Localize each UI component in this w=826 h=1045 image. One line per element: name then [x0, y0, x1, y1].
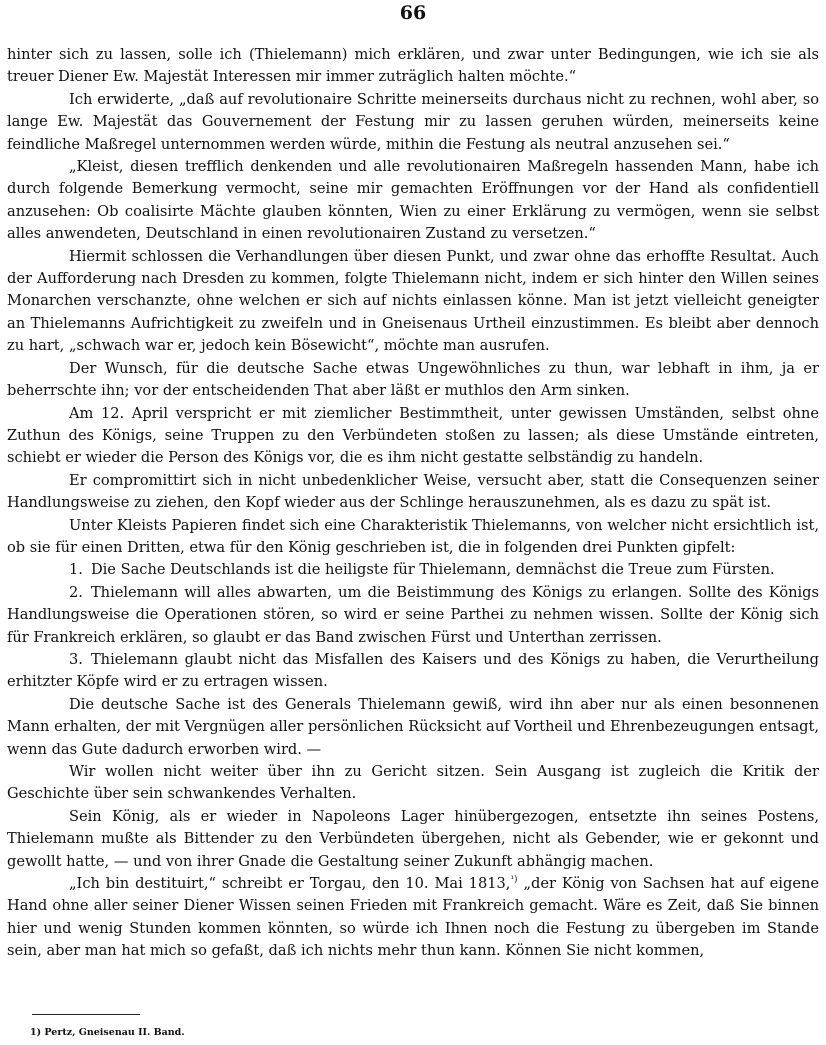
footnote-divider [32, 1014, 140, 1015]
main-text [7, 44, 819, 963]
footnote-ref[interactable]: ¹) [510, 875, 518, 886]
paragraph: Sein König, als er wieder in Napoleons Lager hinübergezogen, entsetzte ihn seines Postens, Thielemann mußte als Bittender zu den Verbündeten übergehen, nicht als Gebender, wie er gekonnt und gewollt hatte, — und von ihrer Gnade die Gestaltung seiner Zukunft abhängig machen. [7, 807, 819, 870]
list-number: 1. [69, 561, 83, 579]
paragraph: hinter sich zu lassen, solle ich (Thielemann) mich erklären, und zwar unter Bedingungen, wie ich sie als treuer Diener Ew. Majestät Interessen mir immer zuträglich halten möchte.“ [7, 46, 819, 86]
paragraph: „Kleist, diesen trefflich denkenden und alle revolutionairen Maßregeln hassenden Mann, habe ich durch folgende Bemerkung vermocht, seine mir gemachten Eröffnungen vor der Hand als confidentiell anzusehen: Ob coalisirte Mächte glauben könnten, Wien zu einer Erklärung zu vermögen, wenn sie selbst alles anwendeten, Deutschland in einen revolutionairen Zustand zu versetzen.“ [7, 158, 819, 243]
paragraph: Er compromittirt sich in nicht unbedenklicher Weise, versucht aber, statt die Consequenzen seiner Handlungsweise zu ziehen, den Kopf wieder aus der Schlinge herauszunehmen, als es dazu zu spät ist. [7, 471, 819, 512]
list-text: Thielemann glaubt nicht das Misfallen des Kaisers und des Königs zu haben, die Verurtheilung erhitzter Köpfe wird er zu ertragen wissen. [7, 650, 819, 691]
footnote: 1) Pertz, Gneisenau II. Band. [30, 1027, 185, 1038]
list-item [7, 559, 819, 581]
list-text: Thielemann will alles abwarten, um die Beistimmung des Königs zu erlangen. Sollte des Königs Handlungsweise die Operationen stören, so wird er seine Parthei zu nehmen wissen. Sollte der König sich für Frankreich erklären, so glaubt er das Band zwischen Fürst und Unterthan zerrissen. [7, 583, 819, 646]
list-item [7, 582, 819, 649]
list-number: 3. [69, 650, 83, 668]
paragraph: Hiermit schlossen die Verhandlungen über diesen Punkt, und zwar ohne das erhoffte Resultat. Auch der Aufforderung nach Dresden zu kommen, folgte Thielemann nicht, indem er sich hinter den Willen seines Monarchen verschanzte, ohne welchen er sich auf nichts einlassen könne. Man ist jetzt vielleicht geneigter an Thielemanns Aufrichtigkeit zu zweifeln und in Gneisenaus Urtheil einzustimmen. Es bleibt aber dennoch zu hart, „schwach war er, jedoch kein Bösewicht“, möchte man ausrufen. [7, 247, 819, 355]
list-number: 2. [69, 583, 83, 601]
list-text: Die Sache Deutschlands ist die heiligste für Thielemann, demnächst die Treue zum Fürsten. [90, 561, 775, 579]
paragraph: Wir wollen nicht weiter über ihn zu Gericht sitzen. Sein Ausgang ist zugleich die Kritik der Geschichte über sein schwankendes Verhalten. [7, 763, 819, 803]
paragraph: Der Wunsch, für die deutsche Sache etwas Ungewöhnliches zu thun, war lebhaft in ihm, ja er beherrschte ihn; vor der entscheidenden That aber läßt er muthlos den Arm sinken. [7, 359, 819, 400]
quote-continuation: „der König von Sachsen hat auf eigene Hand ohne aller seiner Diener Wissen seinen Frieden mit Frankreich gemacht. Wäre es Zeit, daß Sie binnen hier und wenig Stunden kommen könnten, so würde ich Ihnen noch die Festung zu übergeben im Stande sein, aber man hat mich so gefaßt, daß ich nichts mehr thun kann. Können Sie nicht kommen, [7, 875, 819, 960]
paragraph-final [7, 873, 819, 963]
quote-start: „Ich bin destituirt,“ schreibt er Torgau, den 10. Mai 1813, [69, 875, 511, 893]
paragraph: Die deutsche Sache ist des Generals Thielemann gewiß, wird ihn aber nur als einen besonnenen Mann erhalten, der mit Vergnügen aller persönlichen Rücksicht auf Vortheil und Ehrenbezeugungen entsagt, wenn das Gute dadurch erworben wird. — [7, 695, 819, 758]
paragraph: Ich erwiderte, „daß auf revolutionaire Schritte meinerseits durchaus nicht zu rechnen, wohl aber, so lange Ew. Majestät das Gouvernement der Festung mir zu lassen geruhen würden, meinerseits keine feindliche Maßregel unternommen werden würde, mithin die Festung als neutral anzusehen sei.“ [7, 90, 819, 153]
paragraph: Am 12. April verspricht er mit ziemlicher Bestimmtheit, unter gewissen Umständen, selbst ohne Zuthun des Königs, seine Truppen zu den Verbündeten stoßen zu lassen; als diese Umstände eintreten, schiebt er wieder die Person des Königs vor, die es ihm nicht gestatte selbständig zu handeln. [7, 404, 819, 467]
list-item [7, 649, 819, 694]
page-number: 66 [399, 2, 427, 24]
paragraph: Unter Kleists Papieren findet sich eine Charakteristik Thielemanns, von welcher nicht ersichtlich ist, ob sie für einen Dritten, etwa für den König geschrieben ist, die in folgenden drei Punkten gipfelt: [7, 516, 819, 556]
